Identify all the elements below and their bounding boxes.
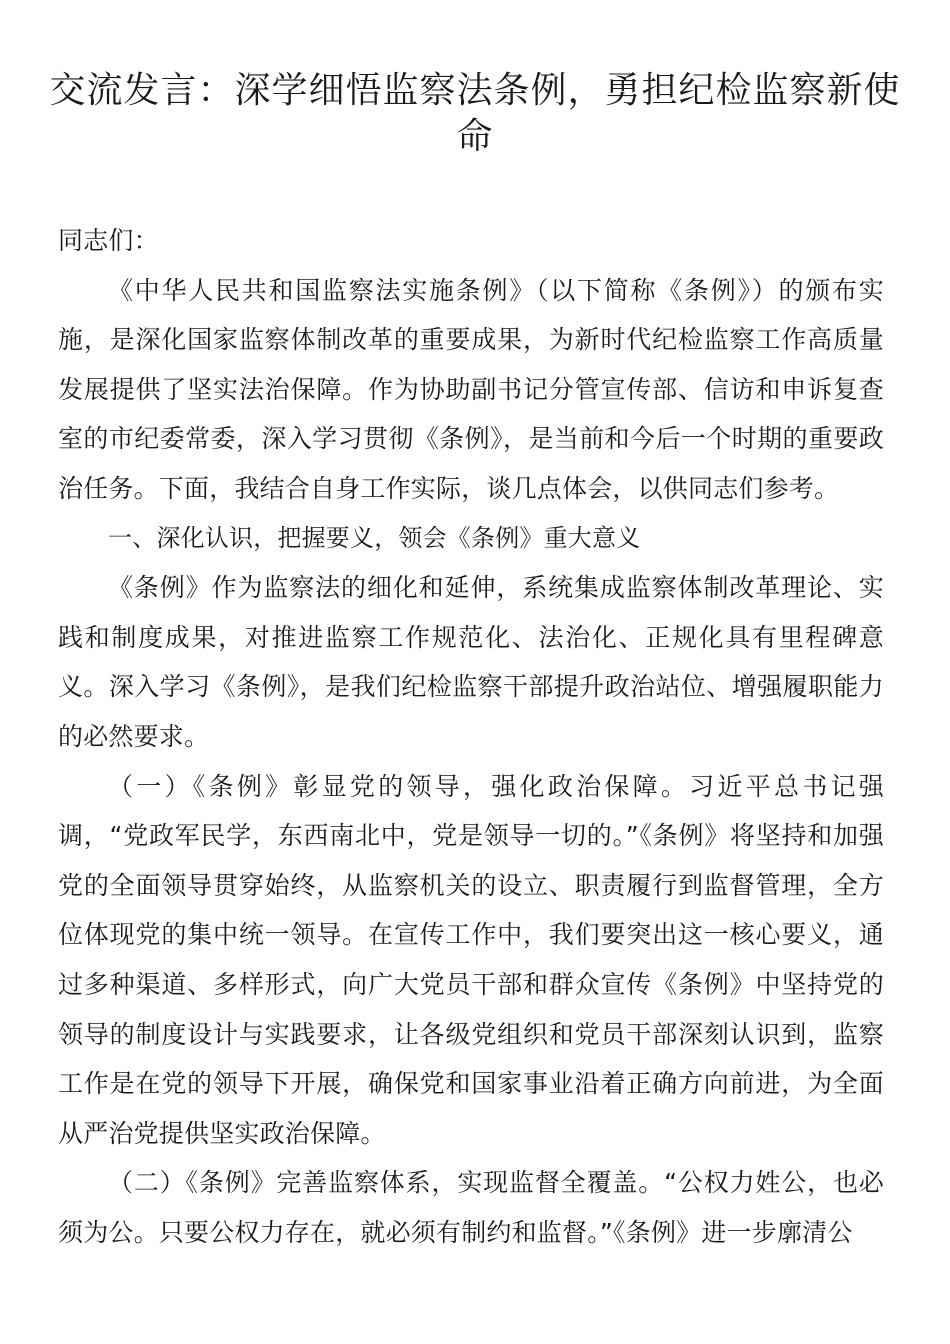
paragraph-intro: 《中华人民共和国监察法实施条例》（以下简称《条例》）的颁布实施，是深化国家监察体制改革的重要成果，为新时代纪检监察工作高质量发展提供了坚实法治保障。作为协助副书记分管宣传部、信访和申诉复查室的市纪委常委，深入学习贯彻《条例》，是当前和今后一个时期的重要政治任务。下面，我结合自身工作实际，谈几点体会，以供同志们参考。 <box>58 275 884 503</box>
document-body <box>58 216 884 1257</box>
document-title: 交流发言：深学细悟监察法条例，勇担纪检监察新使命 <box>49 70 901 157</box>
section-heading-1: 一、深化认识，把握要义，领会《条例》重大意义 <box>108 523 641 552</box>
paragraph-section-1: 《条例》作为监察法的细化和延伸，系统集成监察体制改革理论、实践和制度成果，对推进监察工作规范化、法治化、正规化具有里程碑意义。深入学习《条例》，是我们纪检监察干部提升政治站位、增强履职能力的必然要求。 <box>58 573 884 751</box>
paragraph-point-2: （二）《条例》完善监察体系，实现监督全覆盖。“公权力姓公，也必须为公。只要公权力存在，就必须有制约和监督。”《条例》进一步廓清公 <box>58 1168 884 1247</box>
salutation: 同志们： <box>58 226 159 255</box>
paragraph-point-1: （一）《条例》彰显党的领导，强化政治保障。习近平总书记强调，“党政军民学，东西南北中，党是领导一切的。”《条例》将坚持和加强党的全面领导贯穿始终，从监察机关的设立、职责履行到监督管理，全方位体现党的集中统一领导。在宣传工作中，我们要突出这一核心要义，通过多种渠道、多样形式，向广大党员干部和群众宣传《条例》中坚持党的领导的制度设计与实践要求，让各级党组织和党员干部深刻认识到，监察工作是在党的领导下开展，确保党和国家事业沿着正确方向前进，为全面从严治党提供坚实政治保障。 <box>58 771 884 1148</box>
